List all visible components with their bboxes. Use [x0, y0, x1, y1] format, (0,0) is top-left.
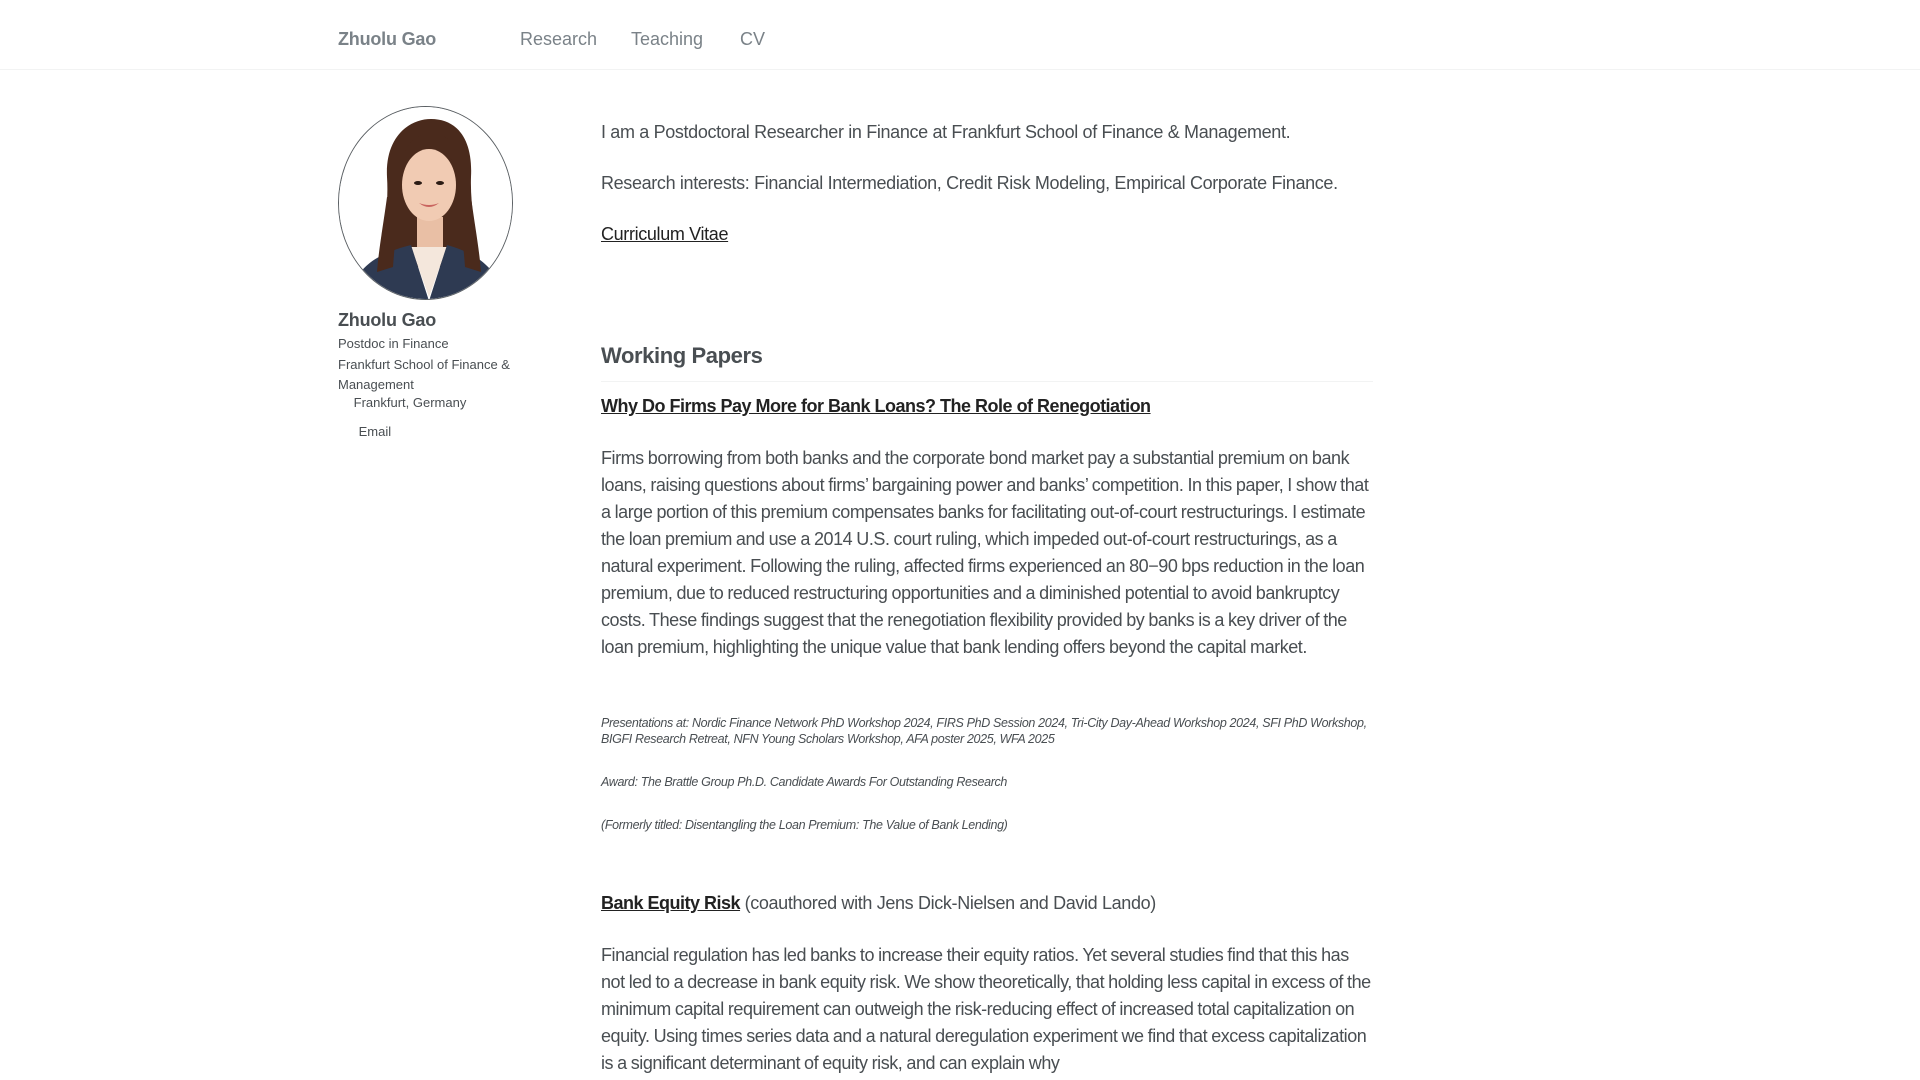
cv-link[interactable]: Curriculum Vitae	[601, 224, 729, 244]
section-title-working-papers: Working Papers	[601, 343, 763, 368]
author-name: Zhuolu Gao	[338, 310, 436, 330]
nav-link-teaching[interactable]: Teaching	[631, 29, 704, 49]
paper-heading	[601, 893, 1156, 914]
author-affiliation: Frankfurt School of Finance & Management	[338, 356, 510, 392]
masthead	[0, 0, 1920, 70]
paper-award: Award: The Brattle Group Ph.D. Candidate Awards For Outstanding Research	[601, 775, 1008, 789]
avatar	[338, 106, 513, 300]
paper-coauthors: (coauthored with Jens Dick-Nielsen and David Lando)	[744, 893, 1156, 913]
paper-former-title: (Formerly titled: Disentangling the Loan Premium: The Value of Bank Lending)	[601, 818, 1008, 832]
nav-link-research[interactable]: Research	[520, 29, 598, 49]
intro-research-interests: Research interests: Financial Intermediation, Credit Risk Modeling, Empirical Corporate Finance.	[601, 173, 1338, 193]
paper-abstract: Financial regulation has led banks to increase their equity ratios. Yet several studies find that this has not led to a decrease in bank equity risk. We show theoretically, that holding less capital in excess of the minimum capital requirement can outweigh the risk-reducing effect of increased total capitalization on equity. Using times series data and a natural deregulation experiment we find that excess capitalization is a significant determinant of equity risk, and can explain why	[601, 945, 1371, 1073]
site-title-link[interactable]: Zhuolu Gao	[338, 29, 436, 49]
author-position: Postdoc in Finance	[338, 336, 449, 351]
author-photo	[339, 107, 513, 300]
section-divider	[601, 381, 1373, 382]
paper-abstract: Firms borrowing from both banks and the corporate bond market pay a substantial premium on bank loans, raising questions about firms’ bargaining power and banks’ competition. In this paper, I show that a large portion of this premium compensates banks for facilitating out-of-court restructurings. I estimate the loan premium and use a 2014 U.S. court ruling, which impeded out-of-court restructurings, as a natural experiment. Following the ruling, affected firms experienced an 80−90 bps reduction in the loan premium, due to reduced restructuring opportunities and a diminished potential to avoid bankruptcy costs. These findings suggest that the renegotiation flexibility provided by banks is a key driver of the loan premium, highlighting the unique value that bank lending offers beyond the capital market.	[601, 448, 1369, 657]
author-sidebar	[338, 106, 538, 439]
author-location-text: Frankfurt, Germany	[353, 395, 467, 410]
paper-presentations: Presentations at: Nordic Finance Network PhD Workshop 2024, FIRS PhD Session 2024, Tri-City Day-Ahead Workshop 2024, SFI PhD Workshop, BIGFI Research Retreat, NFN Young Scholars Workshop, AFA poster 2025, WFA 2025	[601, 716, 1367, 746]
nav-link-cv[interactable]: CV	[740, 29, 766, 49]
author-bio	[338, 334, 528, 396]
email-link-label: Email	[358, 424, 392, 439]
email-link[interactable]	[355, 424, 391, 439]
intro-position: I am a Postdoctoral Researcher in Finance at Frankfurt School of Finance & Management.	[601, 122, 1291, 142]
paper-title-link[interactable]: Why Do Firms Pay More for Bank Loans? The Role of Renegotiation	[601, 396, 1151, 416]
author-location	[350, 395, 466, 410]
paper-title-link[interactable]: Bank Equity Risk	[601, 893, 741, 913]
